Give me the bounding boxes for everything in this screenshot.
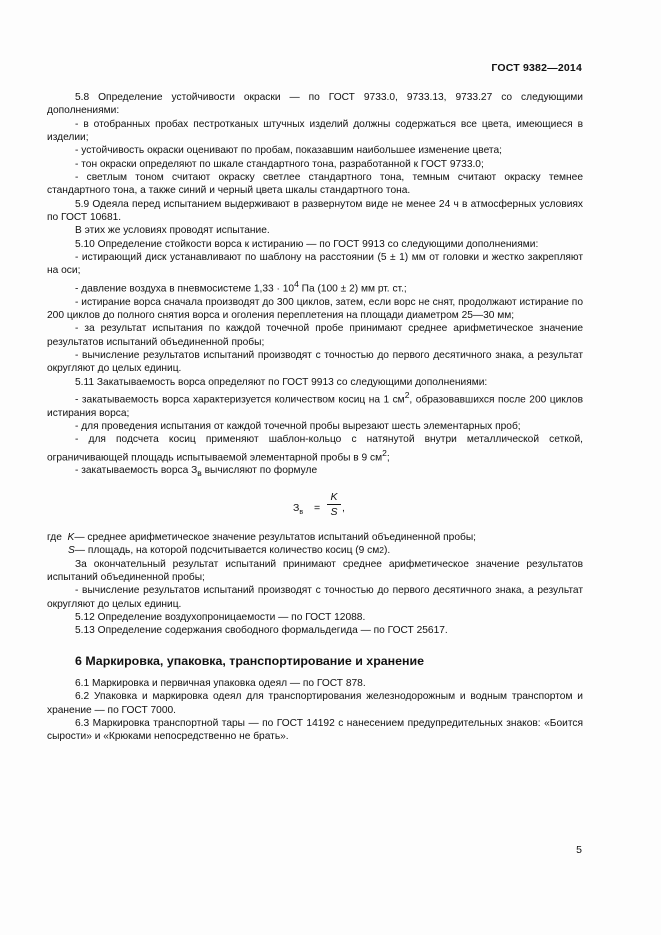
formula-lhs-subscript: в	[299, 508, 304, 516]
paragraph: - тон окраски определяют по шкале стандартного тона, разработанной к ГОСТ 9733.0;	[75, 158, 484, 170]
formula-equals: =	[314, 501, 321, 514]
paragraph: 5.13 Определение содержания свободного формальдегида — по ГОСТ 25617.	[75, 625, 448, 637]
formula-comma: ,	[342, 501, 345, 514]
document-body	[47, 91, 583, 744]
ring-paragraph	[47, 433, 583, 464]
paragraph: В этих же условиях проводят испытание.	[75, 225, 270, 237]
text-run: - закатываемость ворса З	[75, 465, 198, 477]
formula-lhs	[293, 502, 303, 519]
paragraph: За окончательный результат испытаний принимают среднее арифметическое значение результатов испытаний объединенной пробы;	[47, 558, 583, 583]
paragraph: 5.10 Определение стойкости ворса к истиранию — по ГОСТ 9913 со следующими дополнениями:	[75, 238, 539, 250]
text-run: - закатываемость ворса характеризуется количеством косиц на 1 см	[75, 394, 405, 406]
paragraph: 5.12 Определение воздухопроницаемости — по ГОСТ 12088.	[75, 611, 366, 623]
superscript: 4	[294, 278, 299, 289]
definition-symbol: K	[67, 531, 75, 543]
formula-fraction	[327, 491, 341, 519]
definition-indent	[47, 544, 68, 557]
superscript: 2	[379, 545, 384, 556]
paragraph: 6.3 Маркировка транспортной тары — по ГОСТ 14192 с нанесением предупредительных знаков: «Боится сырости» и «Крюками непосредственно не брать».	[47, 717, 583, 743]
paragraph: - светлым тоном считают окраску светлее стандартного тона, темным считают окраску темнее стандартного тона, а также синий и черный цвета шкалы стандартного тона.	[47, 172, 583, 197]
paragraph: - вычисление результатов испытаний производят с точностью до первого десятичного знака, а результат округляют до целых единиц.	[47, 585, 583, 610]
document-header: ГОСТ 9382—2014	[491, 62, 582, 74]
formula-denominator: S	[330, 505, 338, 518]
text-run: , образовавшихся после 200 циклов истирания ворса;	[47, 394, 583, 419]
text-run: - для подсчета косиц применяют шаблон-кольцо с натянутой внутри металлической сеткой, ограничивающей площадь испытываемой элементарной пробы в 9 см	[47, 434, 583, 464]
subscript: в	[197, 468, 202, 479]
formula-definitions	[47, 531, 583, 558]
paragraph: - в отобранных пробах пестротканых штучных изделий должны содержаться все цвета, имеющиеся в изделии;	[47, 118, 583, 144]
paragraph: - вычисление результатов испытаний производят с точностью до первого десятичного знака, а результат округляют до целых единиц.	[47, 349, 583, 375]
paragraph: 6.1 Маркировка и первичная упаковка одеял — по ГОСТ 878.	[75, 677, 366, 689]
paragraph: - истирание ворса сначала производят до 300 циклов, затем, если ворс не снят, продолжают истирание по 200 циклов до полного снятия ворса и оголения переплетения на площади диаметром 25—30 мм;	[47, 296, 583, 321]
formula	[47, 489, 583, 527]
paragraph: - для проведения испытания от каждой точечной пробы вырезают шесть элементарных проб;	[75, 421, 521, 433]
paragraph: 6.2 Упаковка и маркировка одеял для транспортирования железнодорожным и водным транспортом и хранение — по ГОСТ 7000.	[47, 691, 583, 716]
paragraph: 5.8 Определение устойчивости окраски — по ГОСТ 9733.0, 9733.13, 9733.27 со следующими дополнениями:	[47, 92, 583, 117]
formula-lhs-symbol: З	[293, 501, 300, 514]
text-run: Па (100 ± 2) мм рт. ст.;	[298, 283, 407, 295]
definition-text: — среднее арифметическое значение результатов испытаний объединенной пробы;	[74, 531, 477, 543]
text-run: вычисляют по формуле	[201, 465, 318, 477]
paragraph: - устойчивость окраски оценивают по пробам, показавшим наибольшее изменение цвета;	[75, 145, 502, 157]
section-heading: 6 Маркировка, упаковка, транспортирование и хранение	[75, 653, 425, 668]
paragraph: - истирающий диск устанавливают по шаблону на расстоянии (5 ± 1) мм от головки и жестко закрепляют на оси;	[47, 252, 583, 277]
definition-prefix: где	[47, 531, 62, 543]
paragraph: 5.9 Одеяла перед испытанием выдерживают в развернутом виде не менее 24 ч в атмосферных условиях по ГОСТ 10681.	[47, 198, 583, 224]
paragraph: 5.11 Закатываемость ворса определяют по ГОСТ 9913 со следующими дополнениями:	[75, 376, 488, 388]
definition-symbol: S	[68, 545, 75, 557]
superscript: 2	[382, 447, 387, 458]
text-run: - давление воздуха в пневмосистеме 1,33 · 10	[75, 283, 295, 295]
paragraph: - за результат испытания по каждой точечной пробе принимают среднее арифметическое значение результатов испытаний объединенной пробы;	[47, 323, 583, 348]
formula-numerator: K	[327, 491, 341, 505]
definition-row	[47, 531, 583, 544]
definition-text: — площадь, на которой подсчитывается количество косиц (9 см	[74, 545, 380, 557]
superscript: 2	[404, 389, 410, 400]
page-number: 5	[576, 844, 582, 856]
formula-intro	[47, 464, 583, 480]
definition-row	[47, 544, 583, 557]
definition-tail: ).	[383, 545, 391, 557]
pilling-paragraph	[47, 389, 583, 420]
pressure-paragraph	[47, 278, 583, 296]
text-run: ;	[386, 452, 390, 464]
